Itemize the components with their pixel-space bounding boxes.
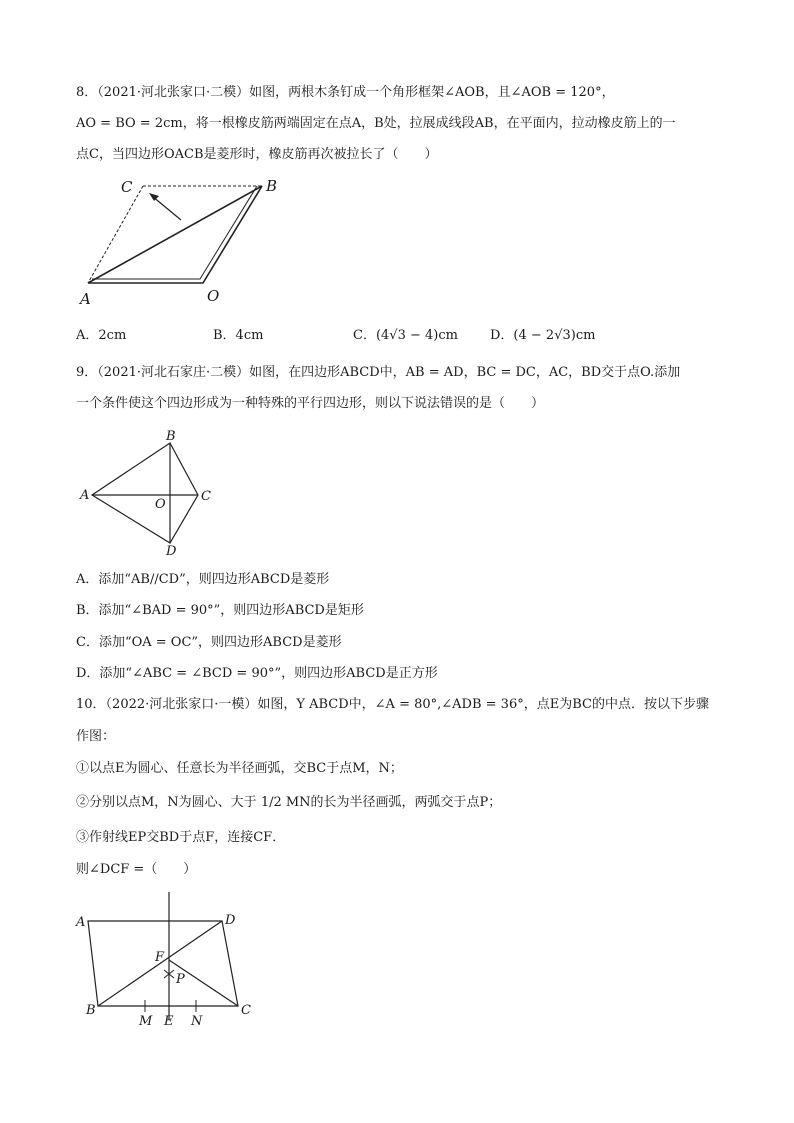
q8-option-d[interactable]: D．(4 − 2√3)cm	[490, 328, 596, 343]
q10-label-F: F	[155, 950, 165, 965]
q9-stem-line-2: 一个条件使这个四边形成为一种特殊的平行四边形，则以下说法错误的是（ ）	[76, 396, 545, 411]
q10-label-P: P	[176, 972, 185, 987]
q10-step-1: ①以点E为圆心、任意长为半径画弧，交BC于点M，N；	[76, 761, 403, 776]
q10-label-C: C	[241, 1003, 251, 1018]
q8-label-B: B	[266, 177, 278, 195]
q8-option-b[interactable]: B．4cm	[213, 328, 264, 343]
q10-label-E: E	[164, 1014, 174, 1029]
q9-option-c[interactable]: C．添加“OA = OC”，则四边形ABCD是菱形	[76, 635, 342, 650]
q8-label-C: C	[121, 178, 133, 196]
q10-label-B: B	[86, 1003, 96, 1018]
q9-label-C: C	[201, 489, 211, 504]
q9-label-A: A	[80, 488, 90, 503]
q8-stem-line-3: 点C，当四边形OACB是菱形时，橡皮筋再次被拉长了（ ）	[76, 147, 438, 162]
q10-label-M: M	[139, 1014, 153, 1029]
q9-stem-line-1: 9．（2021·河北石家庄·二模）如图，在四边形ABCD中，AB = AD，BC = DC，AC，BD交于点O.添加	[76, 365, 681, 380]
q8-option-c[interactable]: C．(4√3 − 4)cm	[353, 328, 458, 343]
q9-label-O: O	[155, 497, 166, 512]
q8-label-O: O	[207, 287, 220, 305]
q10-question: 则∠DCF =（ ）	[76, 862, 197, 877]
q10-label-A: A	[76, 915, 86, 930]
q10-stem-line-1: 10．（2022·河北张家口·一模）如图，Y ABCD中，∠A = 80°,∠ADB = 36°，点E为BC的中点．按以下步骤	[76, 697, 709, 712]
q8-stem-line-1: 8．（2021·河北张家口·二模）如图，两根木条钉成一个角形框架∠AOB，且∠AOB = 120°，	[76, 85, 615, 100]
q9-label-D: D	[166, 544, 177, 559]
q10-stem-line-2: 作图：	[76, 729, 116, 744]
q9-option-b[interactable]: B．添加“∠BAD = 90°”，则四边形ABCD是矩形	[76, 603, 364, 618]
q10-step-3: ③作射线EP交BD于点F，连接CF．	[76, 830, 286, 845]
q10-label-D: D	[225, 913, 236, 928]
q9-label-B: B	[166, 429, 176, 444]
q8-option-a[interactable]: A．2cm	[76, 328, 127, 343]
q9-option-a[interactable]: A．添加“AB//CD”，则四边形ABCD是菱形	[76, 572, 330, 587]
q8-label-A: A	[80, 290, 91, 308]
q9-option-d[interactable]: D．添加“∠ABC = ∠BCD = 90°”，则四边形ABCD是正方形	[76, 666, 438, 681]
q10-label-N: N	[191, 1014, 203, 1029]
q8-stem-line-2: AO = BO = 2cm，将一根橡皮筋两端固定在点A，B处，拉展成线段AB，在平面内，拉动橡皮筋上的一	[76, 116, 676, 131]
q10-step-2: ②分别以点M，N为圆心、大于 1/2 MN的长为半径画弧，两弧交于点P；	[76, 795, 502, 810]
